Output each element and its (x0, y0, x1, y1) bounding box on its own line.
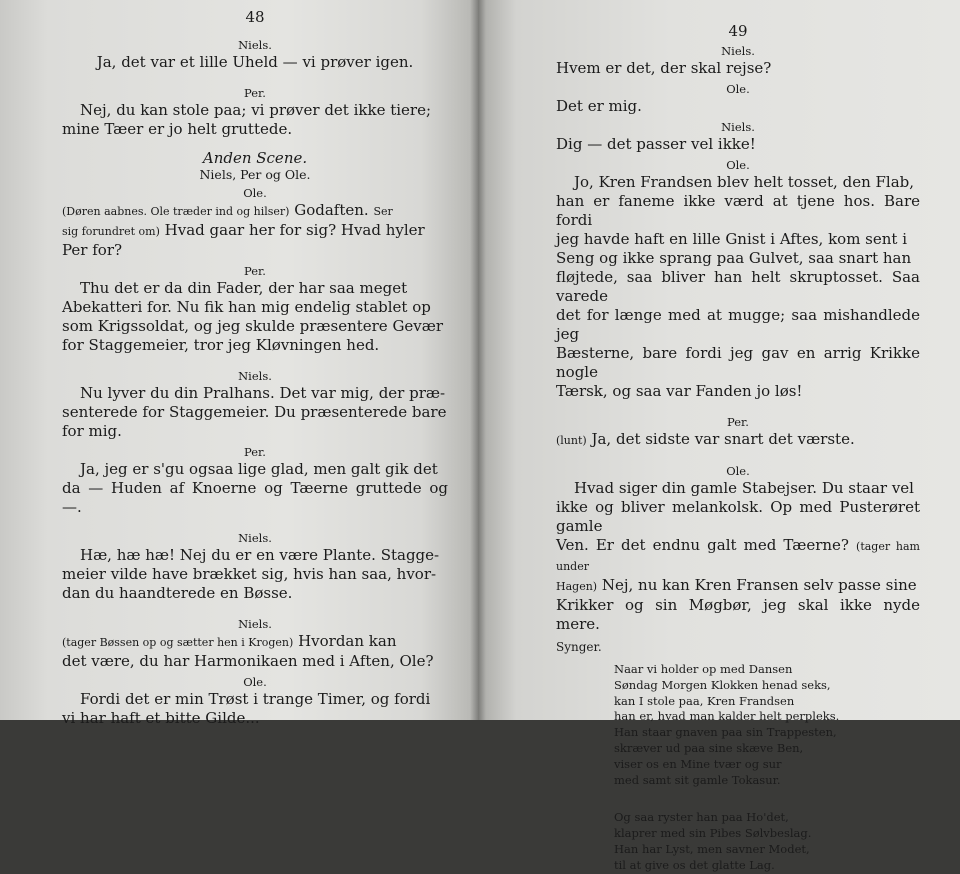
dialogue-text: Hvordan kan (293, 632, 397, 650)
stage-direction: Hagen) (556, 580, 598, 593)
song-stanza (614, 662, 920, 788)
spacer (62, 517, 448, 527)
text-line: han er faneme ikke værd at tjene hos. Bare fordi (556, 192, 920, 229)
song-line: Søndag Morgen Klokken henad seks, (614, 677, 831, 692)
speaker-name: Ole. (726, 82, 750, 96)
text-line: det være, du har Harmonikaen med i Aften, Ole? (62, 652, 434, 670)
text-line-with-direction (556, 576, 920, 596)
speaker-name: Niels. (238, 369, 272, 383)
spacer (62, 603, 448, 613)
text-line: Nej, du kan stole paa; vi prøver det ikke tiere; (80, 101, 432, 119)
spacer (62, 72, 448, 82)
dialogue-text: Ven. Er det endnu galt med Tæerne? (556, 536, 857, 554)
song-line: han er, hvad man kalder helt perpleks. (614, 709, 840, 724)
stage-direction: (Døren aabnes. Ole træder ind og hilser) (62, 205, 290, 218)
right-page (478, 0, 960, 872)
text-line: for mig. (62, 422, 122, 440)
text-line: senterede for Staggemeier. Du præsenterede bare (62, 403, 447, 421)
text-line: meier vilde have brækket sig, hvis han saa, hvor- (62, 565, 437, 583)
text-line: Per for? (62, 241, 123, 259)
left-page-text (62, 38, 448, 728)
text-line: Tærsk, og saa var Fanden jo løs! (556, 382, 803, 400)
text-line: ikke og bliver melankolsk. Op med Pusterøret gamle (556, 498, 920, 535)
speaker-name: Niels. (721, 120, 755, 134)
text-line: Ja, jeg er s'gu ogsaa lige glad, men galt gik det (80, 460, 438, 478)
text-line-with-direction (556, 430, 920, 450)
spacer (62, 355, 448, 365)
text-line: Thu det er da din Fader, der har saa meget (80, 279, 408, 297)
text-line: Hvad siger din gamle Stabejser. Du staar vel (574, 479, 914, 497)
song-line: til at give os det glatte Lag. (614, 857, 775, 872)
text-line: det for længe med at mugge; saa mishandlede jeg (556, 306, 920, 343)
text-line: fløjtede, saa bliver han helt skruptosset. Saa varede (556, 268, 920, 305)
spacer (556, 401, 920, 411)
stage-direction: sig forundret om) (62, 225, 160, 238)
stage-direction: Synger. (556, 640, 602, 654)
text-line: Hvem er det, der skal rejse? (556, 59, 772, 77)
text-line: Dig — det passer vel ikke! (556, 135, 756, 153)
stage-direction: (tager ham under (556, 540, 920, 573)
book-gutter (470, 0, 486, 720)
spacer (556, 788, 920, 802)
song-line: klaprer med sin Pibes Sølvbeslag. (614, 826, 812, 841)
dialogue-text: Godaften. (289, 201, 374, 219)
speaker-name: Niels. (721, 44, 755, 58)
text-line: Nu lyver du din Pralhans. Det var mig, der præ- (80, 384, 446, 402)
spacer (556, 450, 920, 460)
text-line: dan du haandterede en Bøsse. (62, 584, 293, 602)
scene-cast: Niels, Per og Ole. (199, 167, 311, 182)
text-line: Det er mig. (556, 97, 642, 115)
text-line: Fordi det er min Trøst i trange Timer, og fordi (80, 690, 431, 708)
speaker-name: Per. (244, 445, 266, 459)
text-line: Abekatteri for. Nu fik han mig endelig stablet op (62, 298, 431, 316)
right-page-text (556, 44, 920, 874)
text-line-with-direction (62, 201, 448, 221)
song-line: viser os en Mine tvær og sur (614, 756, 782, 771)
page-number-right: 49 (728, 22, 748, 40)
song-line: med samt sit gamle Tokasur. (614, 772, 781, 787)
text-line: mine Tæer er jo helt gruttede. (62, 120, 293, 138)
text-line: vi har haft et bitte Gilde... (62, 709, 260, 727)
text-line-with-direction (556, 536, 920, 576)
text-line: Ja, det var et lille Uheld — vi prøver igen. (96, 53, 414, 71)
text-line-with-direction (62, 221, 448, 241)
speaker-name: Per. (244, 264, 266, 278)
text-line: som Krigssoldat, og jeg skulde præsentere Gevær (62, 317, 444, 335)
text-line: Jo, Kren Frandsen blev helt tosset, den Flab, (574, 173, 915, 191)
speaker-name: Per. (727, 415, 749, 429)
text-line-with-direction (62, 632, 448, 652)
text-line: jeg havde haft en lille Gnist i Aftes, kom sent i (556, 230, 908, 248)
speaker-name: Niels. (238, 531, 272, 545)
text-line: da — Huden af Knoerne og Tæerne gruttede og —. (62, 479, 448, 516)
song-line: Og saa ryster han paa Ho'det, (614, 810, 789, 825)
dialogue-text: Ja, det sidste var snart det værste. (586, 430, 855, 448)
stage-direction: (lunt) (556, 434, 587, 447)
speaker-name: Ole. (726, 464, 750, 478)
song-line: skræver ud paa sine skæve Ben, (614, 740, 804, 755)
text-line: Seng og ikke sprang paa Gulvet, saa snart han (556, 249, 912, 267)
speaker-name: Ole. (726, 158, 750, 172)
song-stanza (614, 810, 920, 873)
dialogue-text: Hvad gaar her for sig? Hvad hyler (159, 221, 425, 239)
stage-direction: (tager Bøssen op og sætter hen i Krogen) (62, 636, 294, 649)
text-line: Krikker og sin Møgbør, jeg skal ikke nyde mere. (556, 596, 920, 633)
song-line: Naar vi holder op med Dansen (614, 662, 793, 676)
song-line: Han staar gnaven paa sin Trappesten, (614, 725, 837, 740)
text-line: for Staggemeier, tror jeg Kløvningen hed. (62, 336, 380, 354)
speaker-name: Ole. (243, 186, 267, 200)
speaker-name: Per. (244, 86, 266, 100)
stage-direction: Ser (373, 205, 393, 218)
speaker-name: Ole. (243, 675, 267, 689)
scene-heading: Anden Scene. (202, 149, 308, 167)
text-line: Bæsterne, bare fordi jeg gav en arrig Krikke nogle (556, 344, 920, 381)
song-line: Han har Lyst, men savner Modet, (614, 841, 810, 856)
song-line: kan I stole paa, Kren Frandsen (614, 693, 795, 708)
left-page (0, 0, 478, 727)
text-line: Hæ, hæ hæ! Nej du er en være Plante. Stagge- (80, 546, 440, 564)
speaker-name: Niels. (238, 38, 272, 52)
dialogue-text: Nej, nu kan Kren Fransen selv passe sine (597, 576, 917, 594)
page-number-left: 48 (245, 8, 265, 26)
speaker-name: Niels. (238, 617, 272, 631)
